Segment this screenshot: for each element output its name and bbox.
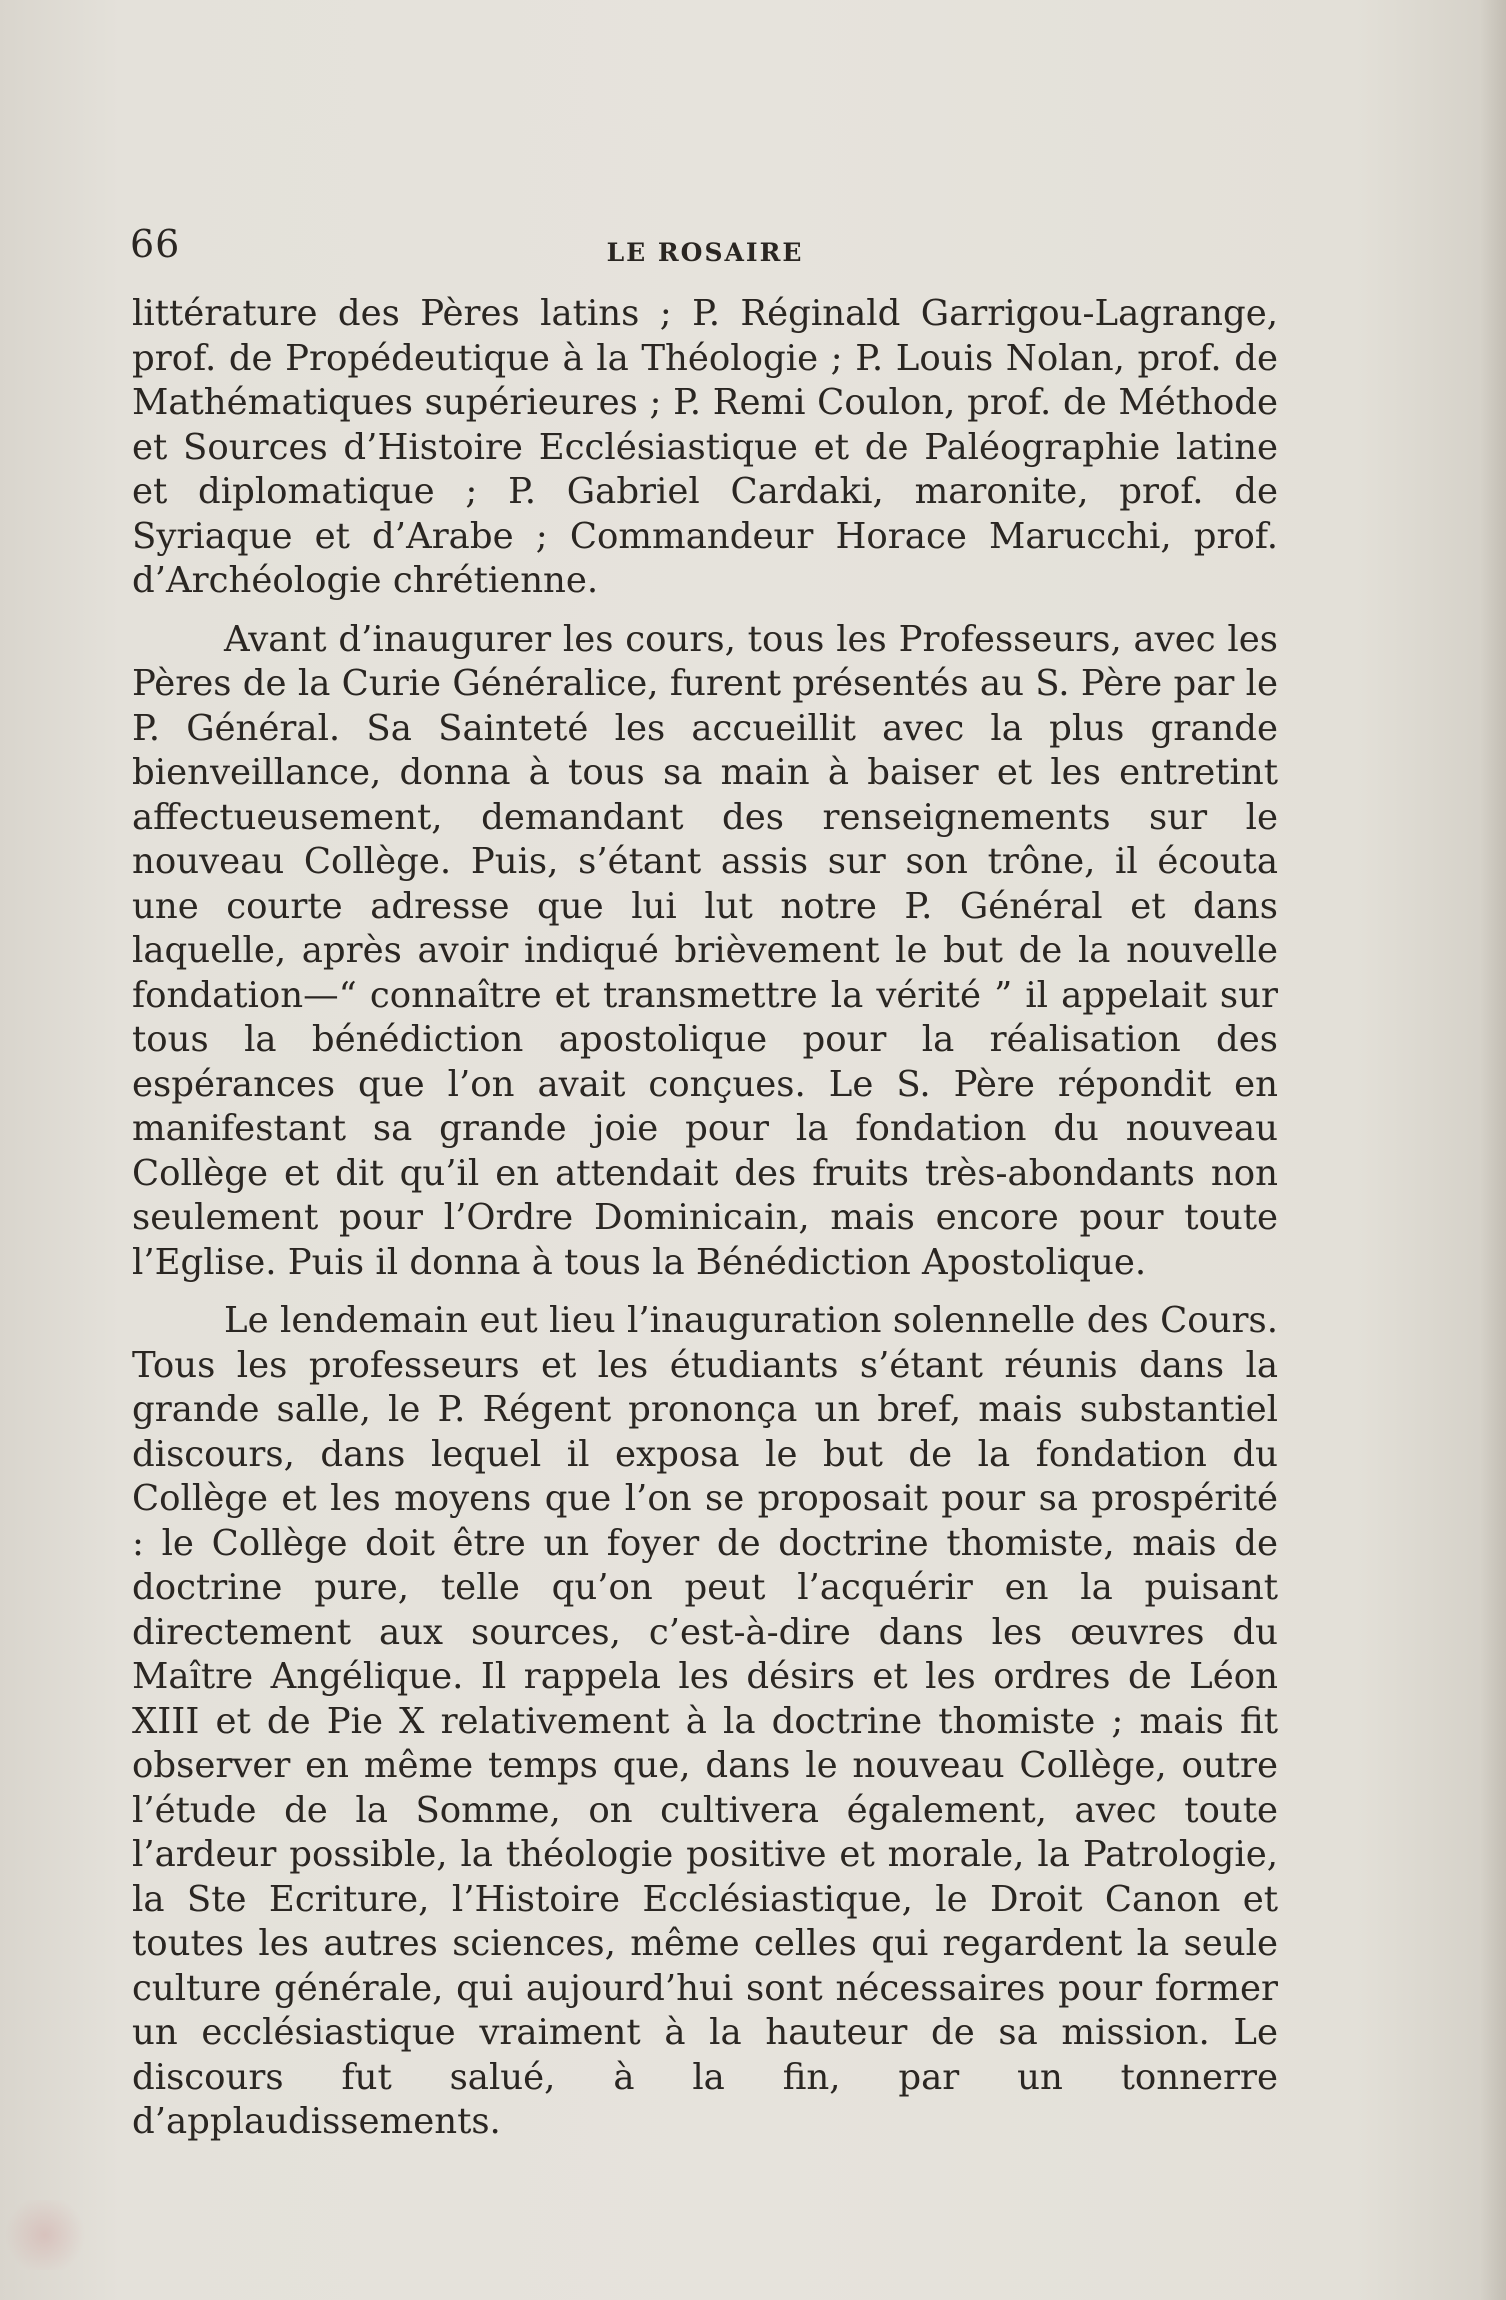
running-title: LE ROSAIRE [606, 238, 804, 267]
paper-stain [0, 2200, 90, 2270]
paragraph-papal-audience: Avant d’inaugurer les cours, tous les Professeurs, avec les Pères de la Curie Généralice, furent présentés au S. Père par le P. Général. Sa Sainteté les accueillit avec la plus grande bienveillance, donna à tous sa main à baiser et les entretint affectueusement, demandant des renseignements sur le nouveau Collège. Puis, s’étant assis sur son trône, il écouta une courte adresse que lui lut notre P. Général et dans laquelle, après avoir indiqué brièvement le but de la nouvelle fondation—“ connaître et transmettre la vérité ” il appelait sur tous la bénédiction apostolique pour la réalisation des espérances que l’on avait conçues. Le S. Père répondit en manifestant sa grande joie pour la fondation du nouveau Collège et dit qu’il en attendait des fruits très-abondants non seulement pour l’Ordre Dominicain, mais encore pour toute l’Eglise. Puis il donna à tous la Bénédiction Apostolique. [132, 618, 1278, 1283]
body-text [132, 292, 1278, 2159]
page-number: 66 [130, 222, 181, 266]
page-header [130, 212, 1280, 272]
paragraph-inauguration: Le lendemain eut lieu l’inauguration solennelle des Cours. Tous les professeurs et les étudiants s’étant réunis dans la grande salle, le P. Régent prononça un bref, mais substantiel discours, dans lequel il exposa le but de la fondation du Collège et les moyens que l’on se proposait pour sa prospérité : le Collège doit être un foyer de doctrine thomiste, mais de doctrine pure, telle qu’on peut l’acquérir en la puisant directement aux sources, c’est-à-dire dans les œuvres du Maître Angélique. Il rappela les désirs et les ordres de Léon XIII et de Pie X relativement à la doctrine thomiste ; mais fit observer en même temps que, dans le nouveau Collège, outre l’étude de la Somme, on cultivera également, avec toute l’ardeur possible, la théologie positive et morale, la Patrologie, la Ste Ecriture, l’Histoire Ecclésiastique, le Droit Canon et toutes les autres sciences, même celles qui regardent la seule culture générale, qui aujourd’hui sont nécessaires pour former un ecclésiastique vraiment à la hauteur de sa mission. Le discours fut salué, à la fin, par un tonnerre d’applaudissements. [132, 1300, 1278, 2142]
paragraph-professors-list: littérature des Pères latins ; P. Réginald Garrigou-Lagrange, prof. de Propédeutique à la Théologie ; P. Louis Nolan, prof. de Mathématiques supérieures ; P. Remi Coulon, prof. de Méthode et Sources d’Histoire Ecclésiastique et de Paléographie latine et diplomatique ; P. Gabriel Cardaki, maronite, prof. de Syriaque et d’Arabe ; Commandeur Horace Marucchi, prof. d’Archéologie chrétienne. [132, 293, 1278, 601]
